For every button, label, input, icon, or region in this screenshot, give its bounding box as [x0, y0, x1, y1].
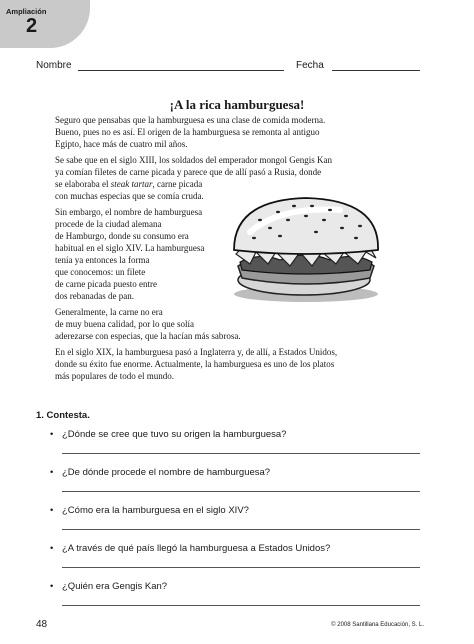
paragraph-line: Seguro que pensabas que la hamburguesa es una clase de comida moderna.	[55, 115, 326, 125]
section-tab-label: Ampliación	[6, 7, 47, 16]
question-item	[36, 429, 426, 467]
paragraph-line: aderezarse con especias, que la hacían más sabrosa.	[55, 331, 241, 341]
paragraph-line: tenía ya entonces la forma	[55, 255, 150, 265]
question-item	[36, 505, 426, 543]
question-text: ¿Dónde se cree que tuvo su origen la hamburguesa?	[62, 429, 287, 440]
paragraph-line: Se sabe que en el siglo XIII, los soldados del emperador mongol Gengis Kan	[55, 155, 332, 165]
copyright-notice: © 2008 Santillana Educación, S. L.	[331, 622, 424, 628]
paragraph-line: de Hamburgo, donde su consumo era	[55, 231, 189, 241]
paragraph-line: habitual en el siglo XIV. La hamburguesa	[55, 243, 205, 253]
answer-line[interactable]	[62, 529, 420, 530]
paragraph-line: más populares de todo el mundo.	[55, 371, 174, 381]
bullet-icon: •	[50, 581, 54, 592]
question-item	[36, 543, 426, 581]
question-text: ¿Cómo era la hamburguesa en el siglo XIV?	[62, 505, 249, 516]
answer-line[interactable]	[62, 453, 420, 454]
paragraph-line: procede de la ciudad alemana	[55, 219, 162, 229]
paragraph-2	[55, 154, 385, 202]
paragraph-line: Sin embargo, el nombre de hamburguesa	[55, 207, 203, 217]
paragraph-3	[55, 206, 385, 302]
exercise-section	[36, 410, 426, 619]
steak-tartar-term: steak tartar	[110, 179, 153, 189]
answer-line[interactable]	[62, 605, 420, 606]
section-tab	[0, 0, 90, 48]
question-text: ¿Quién era Gengis Kan?	[62, 581, 168, 592]
question-item	[36, 467, 426, 505]
name-date-row	[36, 60, 420, 76]
paragraph-line: dos rebanadas de pan.	[55, 291, 134, 301]
paragraph-fragment: , carne picada	[152, 179, 203, 189]
paragraph-line: donde su éxito fue enorme. Actualmente, la hamburguesa es uno de los platos	[55, 359, 335, 369]
answer-line[interactable]	[62, 491, 420, 492]
bullet-icon: •	[50, 429, 54, 440]
article-text	[55, 114, 385, 386]
date-field[interactable]	[332, 70, 420, 71]
paragraph-line: de muy buena calidad, por lo que solía	[55, 319, 194, 329]
date-label: Fecha	[296, 60, 324, 71]
paragraph-line: de carne picada puesto entre	[55, 279, 157, 289]
section-tab-number: 2	[26, 15, 38, 37]
paragraph-5	[55, 346, 385, 382]
paragraph-line: ya comían filetes de carne picada y parece que de allí pasó a Rusia, donde	[55, 167, 322, 177]
name-field[interactable]	[78, 70, 284, 71]
exercise-title: 1. Contesta.	[36, 410, 90, 421]
page-title: ¡A la rica hamburguesa!	[169, 97, 305, 112]
page-number: 48	[36, 619, 48, 630]
question-text: ¿A través de qué país llegó la hamburguesa a Estados Unidos?	[62, 543, 331, 554]
paragraph-line: Generalmente, la carne no era	[55, 307, 163, 317]
name-label: Nombre	[36, 60, 72, 71]
question-item	[36, 581, 426, 619]
paragraph-line: En el siglo XIX, la hamburguesa pasó a Inglaterra y, de allí, a Estados Unidos,	[55, 347, 338, 357]
paragraph-line: que conocemos: un filete	[55, 267, 146, 277]
answer-line[interactable]	[62, 567, 420, 568]
paragraph-line: Bueno, pues no es así. El origen de la hamburguesa se remonta al antiguo	[55, 127, 320, 137]
bullet-icon: •	[50, 467, 54, 478]
paragraph-1	[55, 114, 385, 150]
bullet-icon: •	[50, 505, 54, 516]
paragraph-line: con muchas especias que se comía cruda.	[55, 191, 204, 201]
paragraph-line: Egipto, hace más de cuatro mil años.	[55, 139, 188, 149]
bullet-icon: •	[50, 543, 54, 554]
paragraph-line	[55, 178, 385, 190]
question-text: ¿De dónde procede el nombre de hamburguesa?	[62, 467, 271, 478]
paragraph-fragment: se elaboraba el	[55, 179, 109, 189]
paragraph-4	[55, 306, 385, 342]
